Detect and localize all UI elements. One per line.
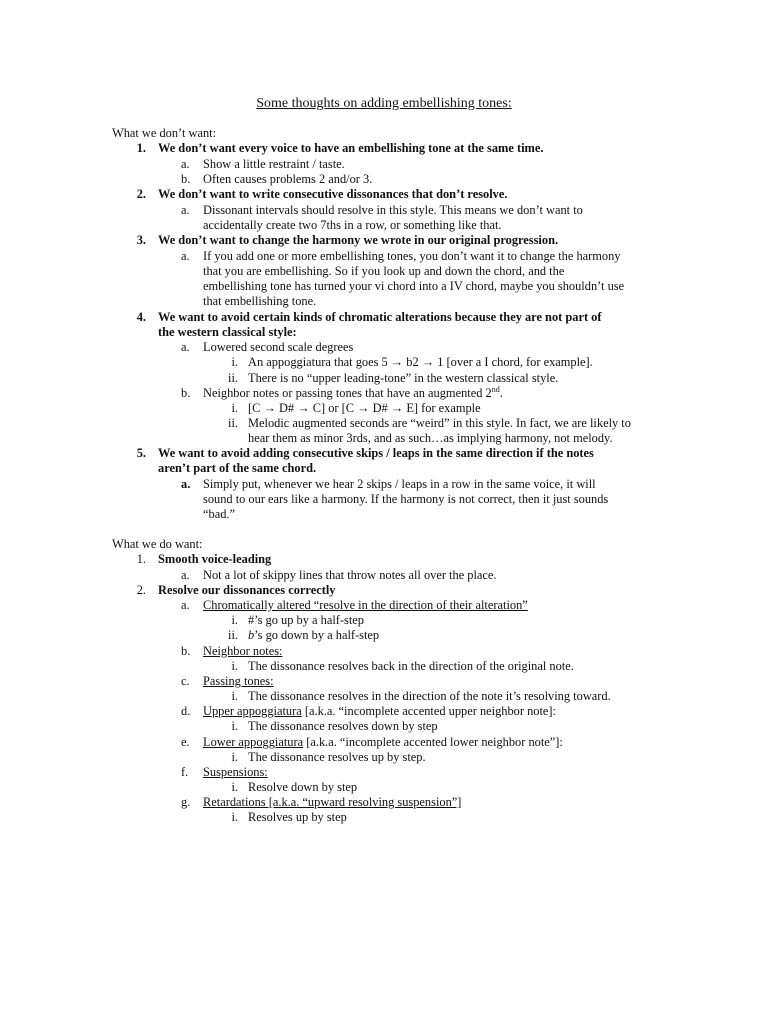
list-item-text: We don’t want to write consecutive dissonances that don’t resolve. xyxy=(158,187,508,201)
list-marker: b. xyxy=(181,644,191,658)
list-marker: a. xyxy=(181,568,190,582)
list-item-text: An appoggiatura that goes 5 → b2 → 1 [over a I chord, for example]. xyxy=(248,355,593,369)
list-item-text: Melodic augmented seconds are “weird” in this style. In fact, we are likely to xyxy=(248,416,631,430)
list-marker: b. xyxy=(181,386,191,400)
list-marker: c. xyxy=(181,674,190,688)
list-number: 2. xyxy=(136,187,146,201)
list-marker: a. xyxy=(181,203,190,217)
list-item-text: Neighbor notes: xyxy=(203,644,283,658)
list-marker: a. xyxy=(181,477,191,491)
list-item-text: If you add one or more embellishing tones, you don’t want it to change the harmony xyxy=(203,249,621,263)
list-item-text: We want to avoid adding consecutive skips / leaps in the same direction if the notes xyxy=(158,446,594,460)
list-marker: a. xyxy=(181,340,190,354)
list-item-text: We don’t want every voice to have an embellishing tone at the same time. xyxy=(158,141,544,155)
list-item-text: Often causes problems 2 and/or 3. xyxy=(203,172,373,186)
list-marker: i. xyxy=(231,780,238,794)
list-item-text: Not a lot of skippy lines that throw notes all over the place. xyxy=(203,568,497,582)
list-item-text: Passing tones: xyxy=(203,674,274,688)
list-marker: i. xyxy=(231,750,238,764)
list-marker: e. xyxy=(181,735,190,749)
list-item-text: Chromatically altered “resolve in the direction of their alteration” xyxy=(203,598,528,612)
list-number: 1. xyxy=(136,552,146,566)
list-item-text: There is no “upper leading-tone” in the western classical style. xyxy=(248,371,559,385)
list-item-text: “bad.” xyxy=(203,507,235,521)
list-marker: b. xyxy=(181,172,191,186)
list-item-text: The dissonance resolves in the direction of the note it’s resolving toward. xyxy=(248,689,611,703)
list-item-text: embellishing tone has turned your vi chord into a IV chord, maybe you shouldn’t use xyxy=(203,279,625,293)
list-marker: i. xyxy=(231,355,238,369)
list-item-text: accidentally create two 7ths in a row, or something like that. xyxy=(203,218,502,232)
list-item-text: Show a little restraint / taste. xyxy=(203,157,345,171)
list-marker: f. xyxy=(181,765,189,779)
list-number: 5. xyxy=(136,446,146,460)
list-marker: a. xyxy=(181,157,190,171)
document-title: Some thoughts on adding embellishing tones: xyxy=(256,96,512,111)
list-item-text: #’s go up by a half-step xyxy=(248,613,364,627)
list-marker: i. xyxy=(231,401,238,415)
list-item-text: The dissonance resolves up by step. xyxy=(248,750,426,764)
list-item-text: Simply put, whenever we hear 2 skips / leaps in a row in the same voice, it will xyxy=(203,477,596,491)
section-heading-dont: What we don’t want: xyxy=(112,126,217,140)
list-item-text: Dissonant intervals should resolve in this style. This means we don’t want to xyxy=(203,203,583,217)
list-item-text: Neighbor notes or passing tones that have an augmented 2nd. xyxy=(203,384,503,400)
list-item-text: the western classical style: xyxy=(158,325,297,339)
list-item-text: that you are embellishing. So if you look up and down the chord, and the xyxy=(203,264,565,278)
list-item-text: Smooth voice-leading xyxy=(158,552,272,566)
list-item-text: Resolve our dissonances correctly xyxy=(158,583,336,597)
list-item-text: We want to avoid certain kinds of chromatic alterations because they are not part of xyxy=(158,310,602,324)
list-number: 4. xyxy=(136,310,146,324)
list-marker: ii. xyxy=(228,371,238,385)
list-item-text: The dissonance resolves down by step xyxy=(248,719,438,733)
list-item-text: hear them as minor 3rds, and as such…as implying harmony, not melody. xyxy=(248,431,613,445)
list-marker: a. xyxy=(181,249,190,263)
list-item-text: Resolve down by step xyxy=(248,780,358,794)
list-item-text: b’s go down by a half-step xyxy=(248,628,380,642)
list-number: 2. xyxy=(136,583,146,597)
list-marker: i. xyxy=(231,659,238,673)
list-item-text: Suspensions: xyxy=(203,765,268,779)
list-marker: i. xyxy=(231,689,238,703)
list-item-text: [C → D# → C] or [C → D# → E] for example xyxy=(248,401,481,415)
list-marker: ii. xyxy=(228,416,238,430)
list-marker: i. xyxy=(231,810,238,824)
list-item-text: Resolves up by step xyxy=(248,810,347,824)
list-item-text: sound to our ears like a harmony. If the harmony is not correct, then it just sounds xyxy=(203,492,609,506)
list-number: 1. xyxy=(136,141,146,155)
list-item-text: that embellishing tone. xyxy=(203,294,317,308)
list-marker: a. xyxy=(181,598,190,612)
list-marker: g. xyxy=(181,795,191,809)
list-number: 3. xyxy=(136,233,146,247)
list-marker: ii. xyxy=(228,628,238,642)
list-item-text: aren’t part of the same chord. xyxy=(158,461,317,475)
list-marker: i. xyxy=(231,719,238,733)
list-item-text: We don’t want to change the harmony we wrote in our original progression. xyxy=(158,233,559,247)
list-item-text: Upper appoggiatura [a.k.a. “incomplete accented upper neighbor note]: xyxy=(203,704,556,718)
section-heading-do: What we do want: xyxy=(112,537,203,551)
list-item-text: Retardations [a.k.a. “upward resolving suspension”] xyxy=(203,795,462,809)
list-item-text: The dissonance resolves back in the direction of the original note. xyxy=(248,659,574,673)
list-item-text: Lower appoggiatura [a.k.a. “incomplete accented lower neighbor note”]: xyxy=(203,735,563,749)
list-marker: d. xyxy=(181,704,191,718)
list-marker: i. xyxy=(231,613,238,627)
list-item-text: Lowered second scale degrees xyxy=(203,340,354,354)
